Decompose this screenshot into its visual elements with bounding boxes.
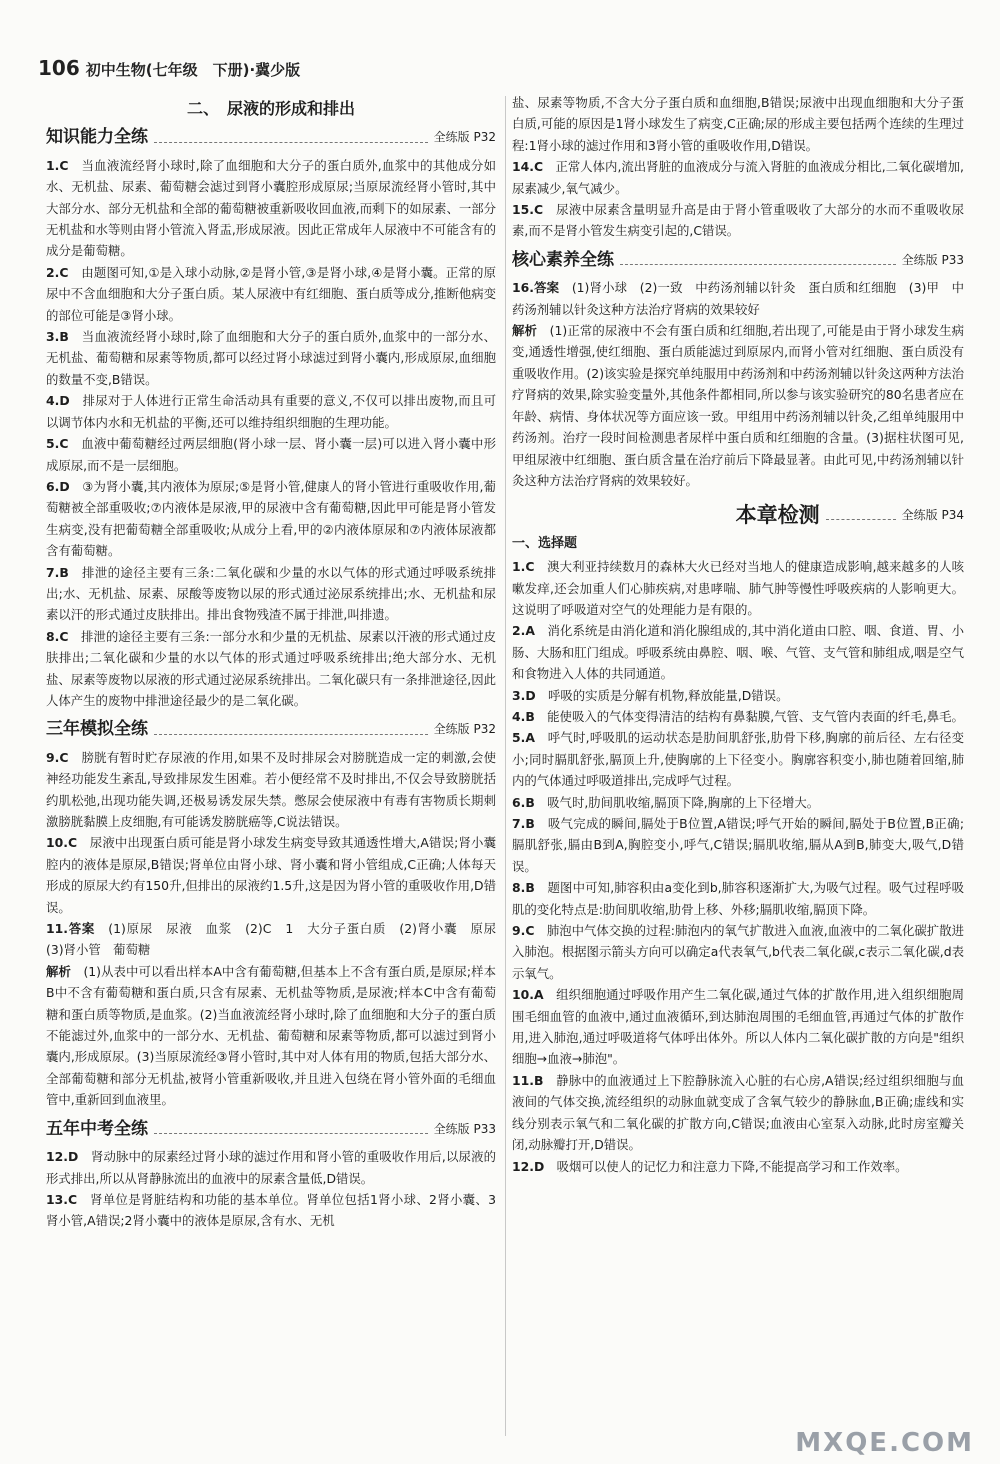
answer-number: 4.D (46, 393, 70, 409)
answer-text: 排泄的途径主要有三条:一部分水和少量的无机盐、尿素以汗液的形式通过皮肤排出;二氧化碳和少量的水以气体的形式通过呼吸系统排出;绝大部分水、无机盐、尿素等废物以尿液的形式通过泌尿系统排出。二氧化碳只有一条排泄途径,因此人体产生的废物中排泄途径最少的是二氧化碳。 (46, 628, 497, 708)
section-header-knowledge (46, 127, 496, 148)
answer-list-continued (512, 92, 964, 242)
answer-list-core (512, 277, 964, 491)
dashed-rule (154, 734, 428, 735)
answer-number: 11.答案 (46, 921, 96, 937)
answer-item (46, 1146, 496, 1189)
answer-item (512, 620, 964, 684)
answer-item (46, 433, 496, 476)
dashed-rule (620, 264, 896, 265)
section-title: 核心素养全练 (512, 249, 614, 270)
answer-number: 7.B (512, 816, 535, 831)
section-ref: 全练版 P34 (901, 508, 964, 523)
answer-text: (1)肾小球 (2)一致 中药汤剂辅以针灸 蛋白质和红细胞 (3)甲 中药汤剂辅以针灸这种方法治疗肾病的效果较好 (512, 280, 964, 317)
answer-item (512, 1156, 964, 1177)
answer-item (512, 277, 964, 320)
answer-text: 组织细胞通过呼吸作用产生二氧化碳,通过气体的扩散作用,进入组织细胞周围毛细血管的血液中,通过血液循环,到达肺泡周围的毛细血管,再通过气体的扩散作用,进入肺泡,通过呼吸道将气体呼出体外。所以人体内二氧化碳扩散的方向是"组织细胞→血液→肺泡"。 (512, 987, 964, 1067)
answer-item (46, 562, 496, 626)
answer-item (512, 727, 964, 791)
answer-number: 5.C (46, 436, 69, 452)
answer-item (46, 832, 496, 918)
answer-item (46, 155, 496, 262)
answer-item (46, 961, 496, 1111)
answer-text: 排尿对于人体进行正常生命活动具有重要的意义,不仅可以排出废物,而且可以调节体内水和无机盐的平衡,还可以维持组织细胞的生理功能。 (46, 393, 497, 430)
answer-text: 尿液中尿素含量明显升高是由于肾小管重吸收了大部分的水而不重吸收尿素,而不是肾小管发生病变引起的,C错误。 (512, 202, 965, 239)
answer-number: 解析 (46, 963, 71, 979)
answer-number: 3.B (46, 329, 69, 345)
answer-text: 盐、尿素等物质,不含大分子蛋白质和血细胞,B错误;尿液中出现血细胞和大分子蛋白质,可能的原因是1肾小球发生了病变,C正确;尿的形成主要包括两个连续的生理过程:1肾小球的滤过作用和3肾小管的重吸收作用,D错误。 (512, 95, 964, 153)
subhead-choice: 一、选择题 (512, 535, 578, 551)
answer-number: 1.C (512, 559, 535, 575)
answer-item (46, 918, 509, 961)
answer-number: 6.B (512, 794, 535, 810)
running-header (38, 56, 300, 82)
answer-number: 7.B (46, 564, 69, 580)
chapter-header (512, 505, 964, 526)
answer-item (512, 877, 964, 920)
answer-list-five-year (46, 1146, 496, 1232)
answer-number: 14.C (512, 159, 544, 175)
answer-number: 10.A (512, 987, 544, 1003)
answer-text: 正常人体内,流出肾脏的血液成分与流入肾脏的血液成分相比,二氧化碳增加,尿素减少,氧气减少。 (512, 159, 964, 196)
answer-number: 9.C (46, 749, 69, 765)
section-title: 三年模拟全练 (46, 719, 148, 740)
section-title: 知识能力全练 (46, 127, 148, 148)
answer-item (46, 626, 496, 712)
answer-number: 11.B (512, 1072, 544, 1088)
answer-number: 9.C (512, 923, 535, 939)
answer-text: 肾动脉中的尿素经过肾小球的滤过作用和肾小管的重吸收作用后,以尿液的形式排出,所以从肾静脉流出的血液中的尿素含量低,D错误。 (46, 1149, 496, 1186)
answer-item (512, 706, 964, 727)
section-ref: 全练版 P32 (433, 722, 496, 737)
answer-number: 2.C (46, 264, 69, 280)
answer-text: 吸气完成的瞬间,膈处于B位置,A错误;呼气开始的瞬间,膈处于B位置,B正确;膈肌舒张,膈由B到A,胸腔变小,呼气,C错误;膈肌收缩,膈从A到B,肺变大,吸气,D错误。 (512, 816, 964, 874)
answer-number: 4.B (512, 708, 535, 724)
watermark-logo: MXQE.COM (795, 1428, 974, 1458)
answer-item (512, 920, 964, 984)
answer-text: 排泄的途径主要有三条:二氧化碳和少量的水以气体的形式通过呼吸系统排出;水、无机盐、尿素、尿酸等废物以尿的形式通过泌尿系统排出;水、无机盐和尿素以汗的形式通过皮肤排出。排出食物残渣不属于排泄,叫排遗。 (46, 564, 496, 623)
answer-item (512, 1070, 964, 1156)
answer-text: (1)正常的尿液中不会有蛋白质和红细胞,若出现了,可能是由于肾小球发生病变,通透性增强,使红细胞、蛋白质能滤过到原尿内,而肾小管对红细胞、蛋白质没有重吸收作用。(2)该实验是探究单纯服用中药汤剂和中药汤剂辅以针灸这两种方法治疗肾病的效果,除实验变量外,其他条件都相同,所以参与该实验研究的80名患者应在年龄、病情、身体状况等方面应该一致。甲组用中药汤剂辅以针灸,乙组单纯服用中药汤剂。治疗一段时间检测患者尿样中蛋白质和红细胞的含量。(3)据柱状图可见,甲组尿液中红细胞、蛋白质含量在治疗前后下降最显著。由此可见,中药汤剂辅以针灸这种方法治疗肾病的效果较好。 (512, 323, 965, 488)
answer-text: ③为肾小囊,其内液体为原尿;⑤是肾小管,健康人的肾小管进行重吸收作用,葡萄糖被全部重吸收;⑦内液体是尿液,甲的尿液中含有葡萄糖,因此甲可能是肾小管发生病变,没有把葡萄糖全部重吸收;从成分上看,甲的②内液体原尿和⑦内液体尿液都含有葡萄糖。 (46, 478, 496, 559)
answer-list-three-year (46, 747, 509, 1111)
section-header-three-year (46, 719, 496, 740)
answer-text: 吸气时,肋间肌收缩,膈顶下降,胸廓的上下径增大。 (547, 794, 820, 810)
answer-number: 2.A (512, 623, 535, 639)
section-ref: 全练版 P33 (433, 1121, 496, 1136)
column-divider (505, 96, 506, 1436)
answer-number: 13.C (46, 1191, 78, 1207)
answer-text: 血液中葡萄糖经过两层细胞(肾小球一层、肾小囊一层)可以进入肾小囊中形成原尿,而不是一层细胞。 (46, 436, 496, 473)
answer-text: 膀胱有暂时贮存尿液的作用,如果不及时排尿会对膀胱造成一定的刺激,会使神经功能发生紊乱,导致排尿发生困难。若小便经常不及时排出,不仅会导致膀胱括约肌松弛,出现功能失调,还极易诱发尿失禁。憋尿会使尿液中有毒有害物质长期刺激膀胱黏膜上皮细胞,有可能诱发膀胱癌等,C说法错误。 (46, 749, 496, 829)
answer-text: 肺泡中气体交换的过程:肺泡内的氧气扩散进入血液,血液中的二氧化碳扩散进入肺泡。根据图示箭头方向可以确定a代表氧气,b代表二氧化碳,c表示二氧化碳,d表示氧气。 (512, 923, 964, 981)
answer-text: (1)原尿 尿液 血浆 (2)C 1 大分子蛋白质 (2)肾小囊 原尿 (3)肾小管 葡萄糖 (46, 921, 509, 958)
answer-text: 吸烟可以使人的记忆力和注意力下降,不能提高学习和工作效率。 (556, 1158, 908, 1174)
section-ref: 全练版 P33 (901, 252, 964, 267)
answer-text: 呼气时,呼吸肌的运动状态是肋间肌舒张,肋骨下移,胸廓的前后径、左右径变小;同时膈肌舒张,膈顶上升,使胸廓的上下径变小。胸廓容积变小,肺也随着回缩,肺内的气体通过呼吸道排出,完成呼气过程。 (512, 730, 964, 789)
answer-list-knowledge (46, 155, 496, 712)
dashed-rule (826, 519, 896, 520)
answer-list-chapter (512, 556, 964, 1177)
answer-item (46, 1189, 496, 1232)
answer-number: 6.D (46, 478, 70, 494)
chapter-title: 本章检测 (735, 503, 820, 528)
answer-item (46, 476, 496, 562)
answer-item (512, 792, 964, 813)
answer-number: 16.答案 (512, 280, 560, 296)
answer-item (46, 390, 496, 433)
answer-number: 5.A (512, 730, 535, 746)
answer-text: 呼吸的实质是分解有机物,释放能量,D错误。 (548, 687, 789, 703)
section-ref: 全练版 P32 (433, 130, 496, 145)
section-title: 五年中考全练 (46, 1118, 148, 1139)
dashed-rule (154, 1133, 428, 1134)
answer-text: 当血液流经肾小球时,除了血细胞和大分子的蛋白质外,血浆中的一部分水、无机盐、葡萄糖和尿素等物质,都可以经过肾小球滤过到肾小囊内,形成原尿,血细胞的数量不变,B错误。 (46, 329, 496, 387)
left-column (46, 92, 509, 1232)
answer-number: 3.D (512, 687, 536, 703)
section-header-core (512, 250, 964, 271)
answer-number: 10.C (46, 835, 78, 851)
answer-text: 当血液流经肾小球时,除了血细胞和大分子的蛋白质外,血浆中的其他成分如水、无机盐、尿素、葡萄糖会滤过到肾小囊腔形成原尿;当原尿流经肾小管时,其中大部分水、部分无机盐和全部的葡萄糖被重新吸收回血液,而剩下的如尿素、一部分无机盐和水等则由肾小管流入肾盂,形成尿液。因此正常成年人尿液中不可能含有的成分是葡萄糖。 (46, 157, 497, 259)
dashed-rule (154, 142, 428, 143)
section-header-five-year (46, 1119, 496, 1140)
answer-number: 解析 (512, 323, 538, 339)
answer-number: 8.C (46, 628, 69, 644)
answer-text: 尿液中出现蛋白质可能是肾小球发生病变导致其通透性增大,A错误;肾小囊腔内的液体是原尿,B错误;肾单位由肾小球、肾小囊和肾小管组成,C正确;人体每天形成的原尿大约有150升,但排出的尿液约1.5升,这是因为肾小管的重吸收作用,D错误。 (46, 835, 497, 915)
answer-number: 12.D (512, 1158, 545, 1174)
answer-item (512, 685, 964, 706)
answer-item (512, 984, 964, 1070)
lesson-title: 二、 尿液的形成和排出 (186, 99, 355, 118)
answer-text: 消化系统是由消化道和消化腺组成的,其中消化道由口腔、咽、食道、胃、小肠、大肠和肛门组成。呼吸系统由鼻腔、咽、喉、气管、支气管和肺组成,咽是空气和食物进入人体的共同通道。 (512, 623, 964, 682)
right-column (512, 92, 964, 1177)
answer-item (512, 320, 964, 491)
answer-item (512, 156, 964, 199)
answer-text: 肾单位是肾脏结构和功能的基本单位。肾单位包括1肾小球、2肾小囊、3肾小管,A错误;2肾小囊中的液体是原尿,含有水、无机 (46, 1191, 497, 1229)
answer-text: 由题图可知,①是入球小动脉,②是肾小管,③是肾小球,④是肾小囊。正常的原尿中不含血细胞和大分子蛋白质。某人尿液中有红细胞、蛋白质等成分,推断他病变的部位可能是③肾小球。 (46, 264, 497, 323)
answer-text: 题图中可知,肺容积由a变化到b,肺容积逐渐扩大,为吸气过程。吸气过程呼吸肌的变化特点是:肋间肌收缩,肋骨上移、外移;膈肌收缩,膈顶下降。 (512, 880, 965, 917)
page-number: 106 (38, 56, 80, 80)
answer-number: 8.B (512, 880, 535, 896)
answer-number: 15.C (512, 202, 544, 218)
answer-item (46, 747, 496, 833)
answer-text: 澳大利亚持续数月的森林大火已经对当地人的健康造成影响,越来越多的人咳嗽发痒,还会加重人们心肺疾病,对患哮喘、肺气肿等慢性呼吸疾病的人影响更大。这说明了呼吸道对空气的处理能力是有限的。 (512, 559, 964, 617)
answer-item (512, 813, 964, 877)
answer-item (46, 326, 496, 390)
answer-item (512, 92, 964, 156)
answer-number: 12.D (46, 1149, 79, 1165)
book-title: 初中生物(七年级 下册)·冀少版 (85, 61, 301, 79)
answer-item (512, 556, 964, 620)
answer-item (512, 199, 964, 242)
answer-text: 静脉中的血液通过上下腔静脉流入心脏的右心房,A错误;经过组织细胞与血液间的气体交换,流经组织的动脉血就变成了含氧气较少的静脉血,B正确;虚线和实线分别表示氧气和二氧化碳的扩散方向,C错误;血液由心室泵入动脉,此时房室瓣关闭,动脉瓣打开,D错误。 (512, 1072, 965, 1153)
answer-text: (1)从表中可以看出样本A中含有葡萄糖,但基本上不含有蛋白质,是原尿;样本B中不含有葡萄糖和蛋白质,只含有尿素、无机盐等物质,是尿液;样本C中含有葡萄糖和蛋白质等物质,是血浆。(2)当血液流经肾小球时,除了血细胞和大分子的蛋白质不能滤过外,血浆中的一部分水、无机盐、葡萄糖和尿素等物质,都可以滤过到肾小囊内,形成原尿。(3)当原尿流经③肾小管时,其中对人体有用的物质,包括大部分水、全部葡萄糖和部分无机盐,被肾小管重新吸收,并且进入包绕在肾小管外面的毛细血管中,重新回到血液里。 (46, 963, 497, 1108)
answer-number: 1.C (46, 157, 69, 173)
answer-item (46, 262, 496, 326)
answer-text: 能使吸入的气体变得清洁的结构有鼻黏膜,气管、支气管内表面的纤毛,鼻毛。 (547, 708, 964, 724)
